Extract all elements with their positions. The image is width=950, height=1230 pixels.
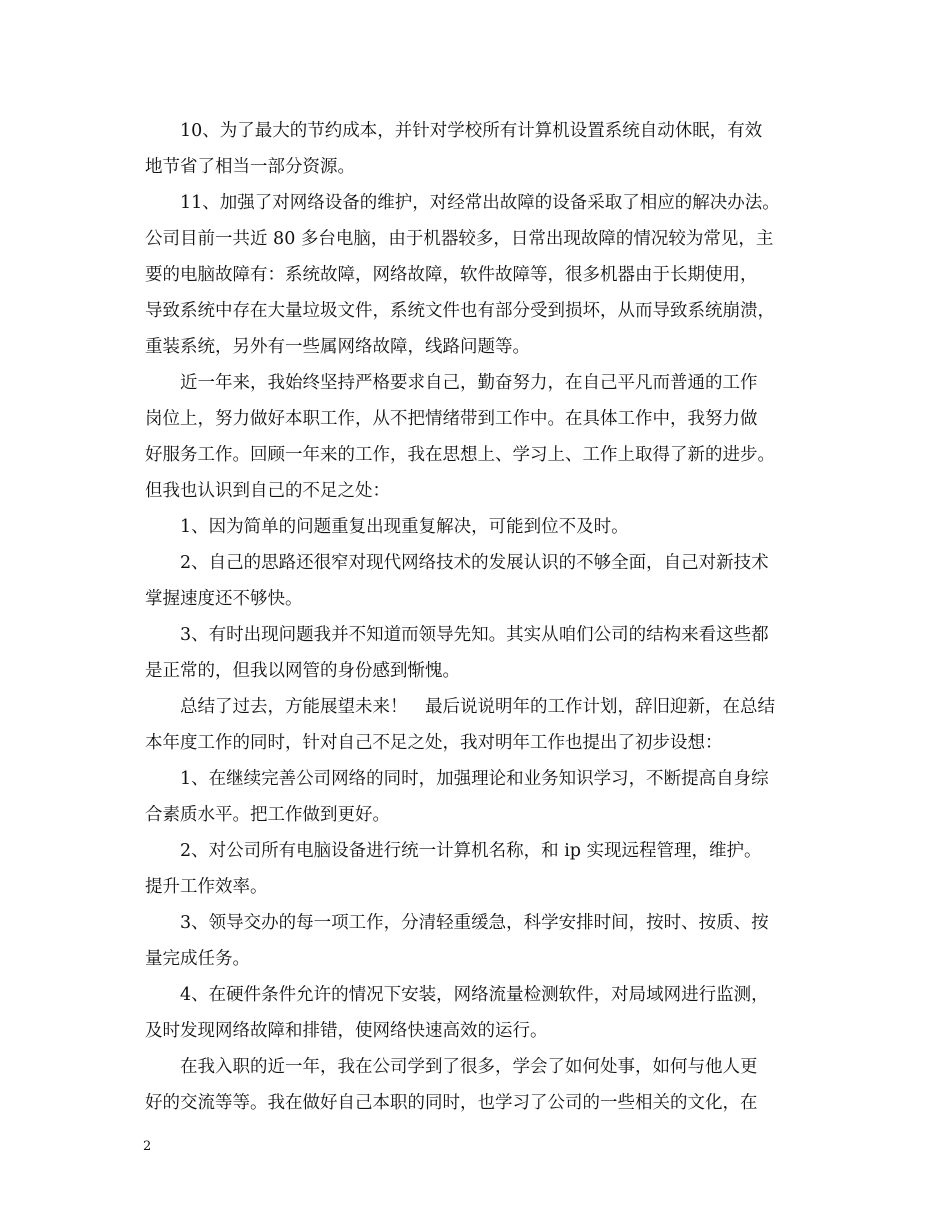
text-line: 近一年来，我始终坚持严格要求自己，勤奋努力，在自己平凡而普通的工作 — [180, 373, 758, 393]
text-line: 在我入职的近一年，我在公司学到了很多，学会了如何处事，如何与他人更 — [180, 1057, 758, 1077]
text-line: 提升工作效率。 — [145, 877, 268, 897]
text-line: 是正常的，但我以网管的身份感到惭愧。 — [145, 661, 460, 681]
text-line: 总结了过去，方能展望未来！ 最后说说明年的工作计划，辞旧迎新，在总结 — [180, 697, 775, 717]
text-line: 合素质水平。把工作做到更好。 — [145, 805, 390, 825]
text-line: 10、为了最大的节约成本，并针对学校所有计算机设置系统自动休眠，有效 — [180, 121, 763, 141]
text-line: 量完成任务。 — [145, 949, 250, 969]
text-line: 4、在硬件条件允许的情况下安装，网络流量检测软件，对局域网进行监测， — [180, 985, 769, 1005]
text-line: 掌握速度还不够快。 — [145, 589, 303, 609]
text-line: 重装系统，另外有一些属网络故障，线路问题等。 — [145, 337, 530, 357]
text-line: 好服务工作。回顾一年来的工作，我在思想上、学习上、工作上取得了新的进步。 — [145, 445, 775, 465]
page-number: 2 — [143, 1139, 152, 1154]
text-line: 1、在继续完善公司网络的同时，加强理论和业务知识学习，不断提高自身综 — [180, 769, 769, 789]
text-line: 好的交流等等。我在做好自己本职的同时，也学习了公司的一些相关的文化，在 — [145, 1093, 758, 1113]
text-line: 及时发现网络故障和排错，使网络快速高效的运行。 — [145, 1021, 548, 1041]
text-line: 本年度工作的同时，针对自己不足之处，我对明年工作也提出了初步设想： — [145, 733, 723, 753]
text-line: 2、自己的思路还很窄对现代网络技术的发展认识的不够全面，自己对新技术 — [180, 553, 769, 573]
text-line: 1、因为简单的问题重复出现重复解决，可能到位不及时。 — [180, 517, 629, 537]
text-line: 11、加强了对网络设备的维护，对经常出故障的设备采取了相应的解决办法。 — [180, 193, 780, 213]
text-line: 要的电脑故障有：系统故障，网络故障，软件故障等，很多机器由于长期使用， — [145, 265, 758, 285]
text-line: 岗位上，努力做好本职工作，从不把情绪带到工作中。在具体工作中，我努力做 — [145, 409, 758, 429]
text-line: 导致系统中存在大量垃圾文件，系统文件也有部分受到损坏，从而导致系统崩溃， — [145, 301, 775, 321]
text-line: 公司目前一共近 80 多台电脑，由于机器较多，日常出现故障的情况较为常见，主 — [145, 229, 774, 249]
text-line: 地节省了相当一部分资源。 — [145, 157, 355, 177]
text-line: 但我也认识到自己的不足之处： — [145, 481, 390, 501]
text-line: 3、领导交办的每一项工作，分清轻重缓急，科学安排时间，按时、按质、按 — [180, 913, 769, 933]
text-line: 2、对公司所有电脑设备进行统一计算机名称，和 ip 实现远程管理，维护。 — [180, 841, 762, 861]
text-line: 3、有时出现问题我并不知道而领导先知。其实从咱们公司的结构来看这些都 — [180, 625, 769, 645]
